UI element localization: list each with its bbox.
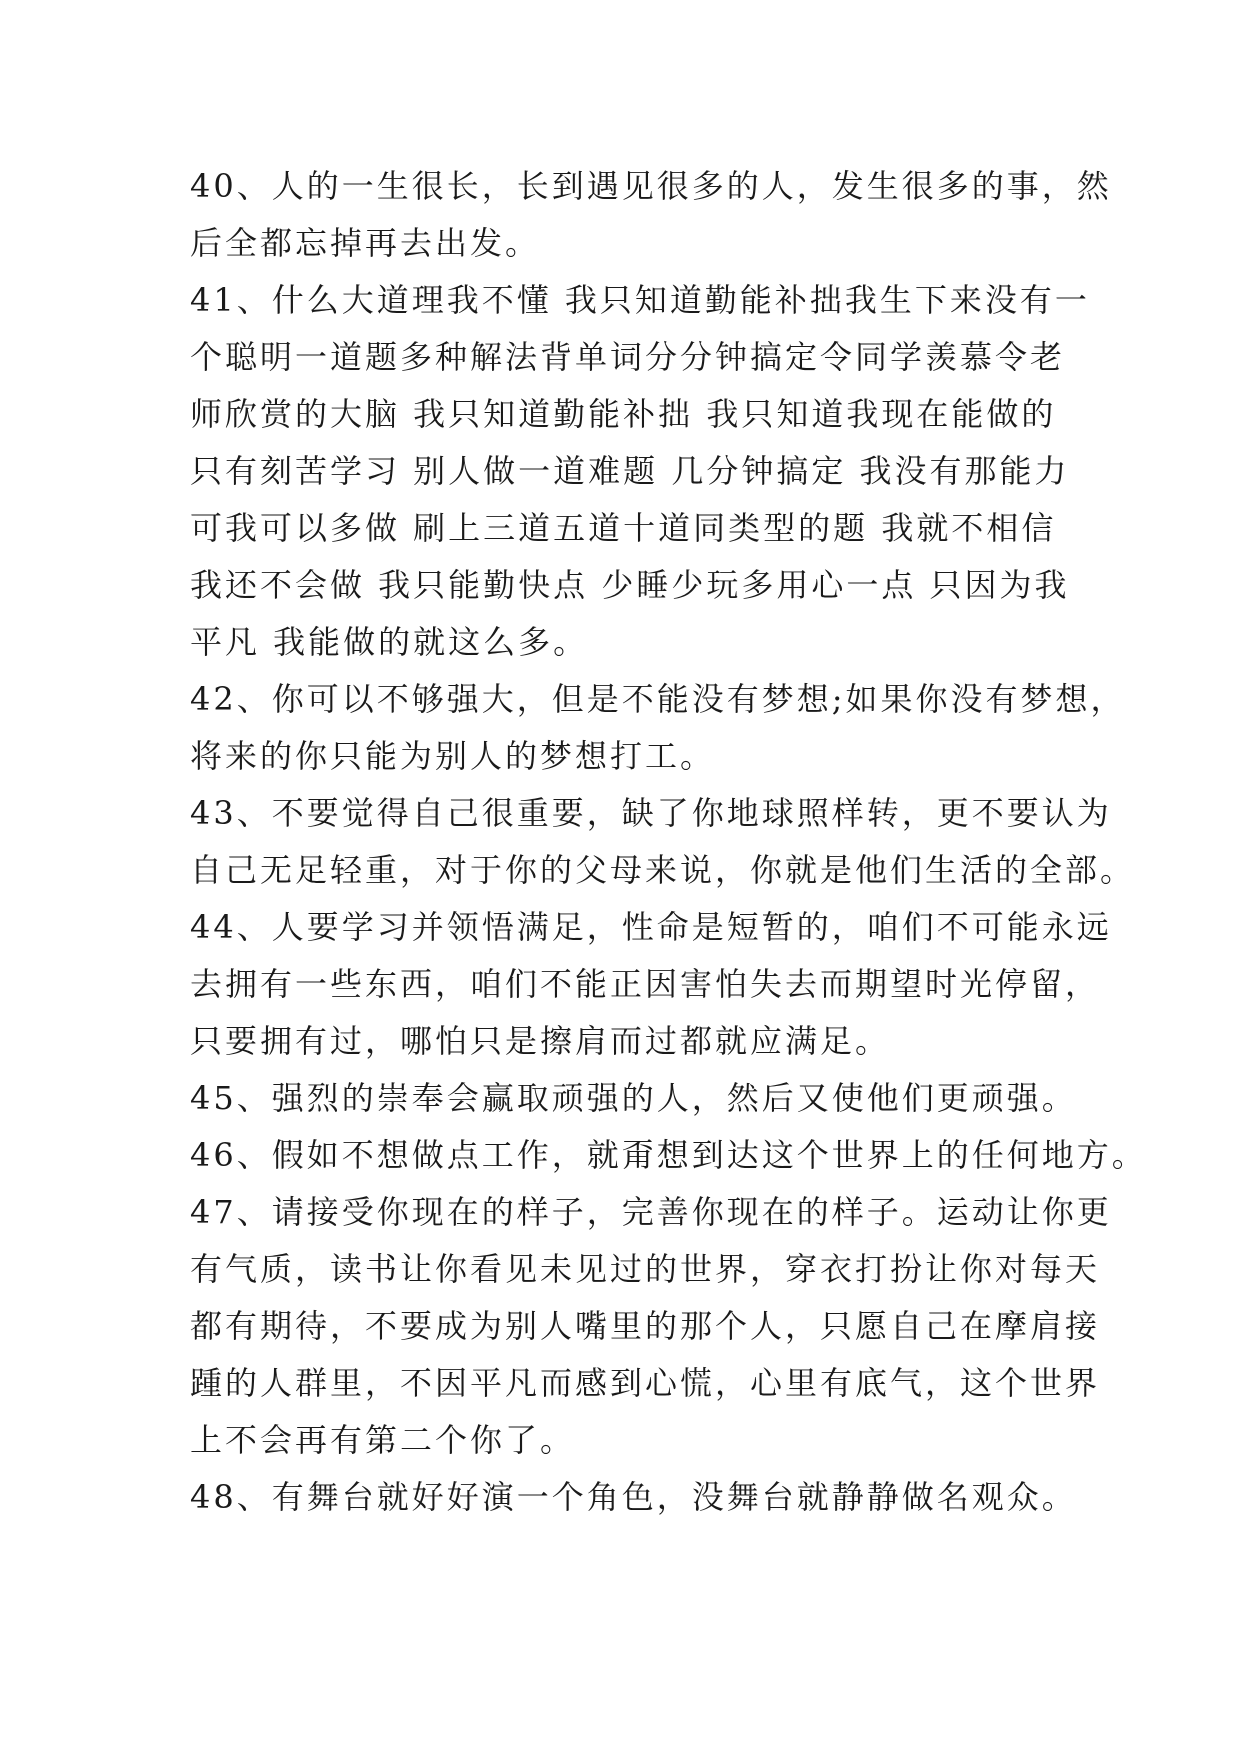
text-line: 47、请接受你现在的样子，完善你现在的样子。运动让你更 [190,1193,1112,1231]
text-line: 平凡 我能做的就这么多。 [190,623,589,661]
text-line: 只有刻苦学习 别人做一道难题 几分钟搞定 我没有那能力 [190,452,1070,490]
text-line: 45、强烈的崇奉会赢取顽强的人，然后又使他们更顽强。 [190,1079,1077,1117]
text-line: 我还不会做 我只能勤快点 少睡少玩多用心一点 只因为我 [190,566,1070,604]
text-line: 去拥有一些东西，咱们不能正因害怕失去而期望时光停留， [190,965,1101,1003]
text-line: 只要拥有过，哪怕只是擦肩而过都就应满足。 [190,1022,891,1060]
text-line: 44、人要学习并领悟满足，性命是短暂的，咱们不可能永远 [190,908,1112,946]
text-line: 自己无足轻重，对于你的父母来说，你就是他们生活的全部。 [190,851,1136,889]
text-line: 师欣赏的大脑 我只知道勤能补拙 我只知道我现在能做的 [190,395,1057,433]
text-line: 将来的你只能为别人的梦想打工。 [190,737,716,775]
text-line: 48、有舞台就好好演一个角色，没舞台就静静做名观众。 [190,1478,1077,1516]
document-body [190,158,1147,1526]
text-line: 上不会再有第二个你了。 [190,1421,576,1459]
text-line: 42、你可以不够强大，但是不能没有梦想;如果你没有梦想， [190,680,1126,718]
text-line: 后全都忘掉再去出发。 [190,224,541,262]
text-line: 踵的人群里，不因平凡而感到心慌，心里有底气，这个世界 [190,1364,1101,1402]
text-line: 都有期待，不要成为别人嘴里的那个人，只愿自己在摩肩接 [190,1307,1101,1345]
text-line: 可我可以多做 刷上三道五道十道同类型的题 我就不相信 [190,509,1057,547]
text-line: 41、什么大道理我不懂 我只知道勤能补拙我生下来没有一 [190,281,1090,319]
text-line: 有气质，读书让你看见未见过的世界，穿衣打扮让你对每天 [190,1250,1101,1288]
text-line: 43、不要觉得自己很重要，缺了你地球照样转，更不要认为 [190,794,1112,832]
text-line: 个聪明一道题多种解法背单词分分钟搞定令同学羡慕令老 [190,338,1066,376]
text-line: 46、假如不想做点工作，就甭想到达这个世界上的任何地方。 [190,1136,1147,1174]
text-line: 40、人的一生很长，长到遇见很多的人，发生很多的事，然 [190,167,1112,205]
